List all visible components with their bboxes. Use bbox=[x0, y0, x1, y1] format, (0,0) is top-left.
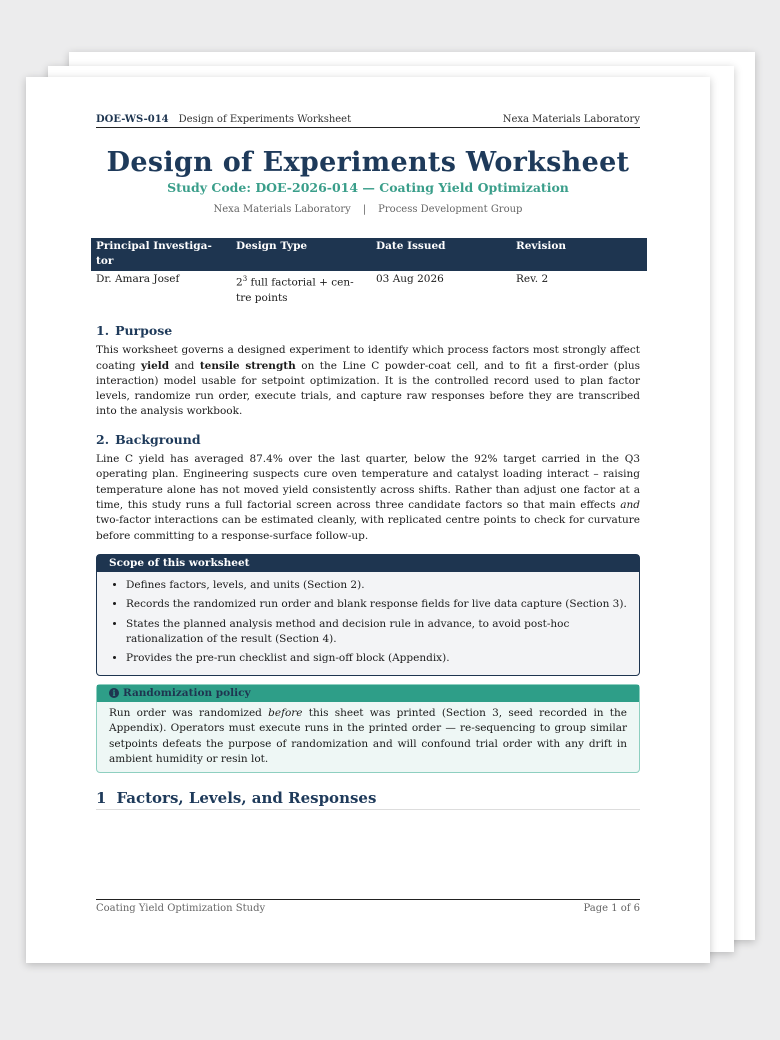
background-paragraph bbox=[96, 452, 640, 544]
metadata-header-revision: Revision bbox=[511, 238, 647, 271]
org-separator: | bbox=[362, 204, 367, 215]
list-item: • Records the randomized run order and blank response fields for live data capture (Section 3). bbox=[126, 597, 639, 612]
policy-paragraph bbox=[109, 706, 627, 767]
running-header bbox=[96, 111, 640, 128]
document-body bbox=[96, 323, 640, 810]
scope-box bbox=[96, 554, 640, 676]
purpose-bold-tensile: tensile strength bbox=[199, 359, 296, 372]
info-icon: i bbox=[109, 688, 119, 698]
purpose-text-2: and bbox=[169, 359, 200, 372]
background-text-2: two-factor interactions can be estimated cleanly, with replicated centre points to check for curvature before committing to a response-surface follow-up. bbox=[96, 514, 640, 542]
org-name: Nexa Materials Laboratory bbox=[213, 204, 351, 215]
list-item: • States the planned analysis method and decision rule in advance, to avoid post-hoc rationalization of the result (Section 4). bbox=[126, 617, 639, 648]
document-page bbox=[26, 77, 710, 963]
footer-page-number: Page 1 of 6 bbox=[583, 903, 640, 914]
purpose-title: Purpose bbox=[115, 323, 173, 338]
metadata-row bbox=[91, 271, 647, 307]
background-italic: and bbox=[620, 498, 640, 511]
purpose-text-1: This worksheet governs a designed experiment to identify which process factors most strongly affect coating bbox=[96, 344, 640, 372]
background-title: Background bbox=[115, 431, 201, 447]
scope-list bbox=[97, 578, 639, 666]
design-exponent: 3 bbox=[242, 275, 248, 283]
purpose-text-3: on the Line C powder-coat cell, and to fit a first-order (plus interaction) model usable for setpoint optimization. It is the controlled record used to plan factor levels, randomize run order, execute trials, and capture raw responses before they are transcribed into the analysis workbook. bbox=[96, 359, 641, 418]
organization-line bbox=[26, 204, 710, 215]
policy-text-1: Run order was randomized bbox=[109, 706, 269, 719]
metadata-header-date: Date Issued bbox=[371, 238, 511, 271]
metadata-table bbox=[91, 238, 647, 307]
document-title: Design of Experiments Worksheet bbox=[106, 147, 630, 178]
scope-box-title: Scope of this worksheet bbox=[97, 555, 639, 572]
purpose-bold-yield: yield bbox=[141, 359, 170, 372]
list-item: • Provides the pre-run checklist and sign-off block (Appendix). bbox=[126, 651, 639, 666]
section-1-title: Factors, Levels, and Responses bbox=[116, 789, 377, 808]
background-number: 2. bbox=[96, 431, 110, 447]
background-text-1: Line C yield has averaged 87.4% over the last quarter, below the 92% target carried in the Q3 operating plan. Engineering suspects cure oven temperature and catalyst loading interact – raising temperature alone has not moved yield consistently across shifts. Rather than adjust one factor at a time, this study runs a full factorial screen across three candidate factors so that main effects bbox=[96, 453, 640, 511]
design-rest: full factorial + cen-tre points bbox=[236, 276, 354, 304]
running-footer bbox=[96, 899, 640, 916]
section-1-number: 1 bbox=[96, 789, 107, 808]
header-org: Nexa Materials Laboratory bbox=[502, 114, 640, 125]
section-1-heading bbox=[96, 791, 640, 810]
randomization-policy-box bbox=[96, 684, 640, 773]
header-doc-title: Design of Experiments Worksheet bbox=[178, 114, 352, 125]
policy-title: Randomization policy bbox=[123, 686, 251, 699]
footer-study-name: Coating Yield Optimization Study bbox=[96, 903, 266, 914]
document-subtitle: Study Code: DOE-2026-014 — Coating Yield Optimization bbox=[167, 180, 569, 195]
purpose-number: 1. bbox=[96, 323, 110, 338]
purpose-heading bbox=[96, 323, 640, 338]
policy-italic: before bbox=[268, 706, 303, 719]
background-heading bbox=[96, 432, 640, 447]
policy-text-2: this sheet was printed (Section 3, seed recorded in the Appendix). Operators must execute runs in the printed order — re-sequencing to group similar setpoints defeats the purpose of randomization and will confound trial order with any drift in ambient humidity or resin lot. bbox=[109, 706, 627, 765]
list-item: • Defines factors, levels, and units (Section 2). bbox=[126, 578, 639, 593]
metadata-header-row bbox=[91, 238, 647, 271]
group-name: Process Development Group bbox=[378, 204, 523, 215]
purpose-paragraph bbox=[96, 343, 640, 419]
metadata-revision: Rev. 2 bbox=[516, 273, 549, 285]
design-base: 2 bbox=[236, 276, 243, 289]
metadata-header-pi: Principal Investiga-tor bbox=[91, 238, 231, 271]
header-doc-code: DOE-WS-014 bbox=[96, 114, 169, 125]
metadata-date: 03 Aug 2026 bbox=[376, 273, 444, 285]
metadata-design bbox=[231, 271, 371, 307]
metadata-header-design: Design Type bbox=[231, 238, 371, 271]
policy-box-title bbox=[97, 685, 639, 702]
metadata-pi: Dr. Amara Josef bbox=[96, 273, 180, 285]
